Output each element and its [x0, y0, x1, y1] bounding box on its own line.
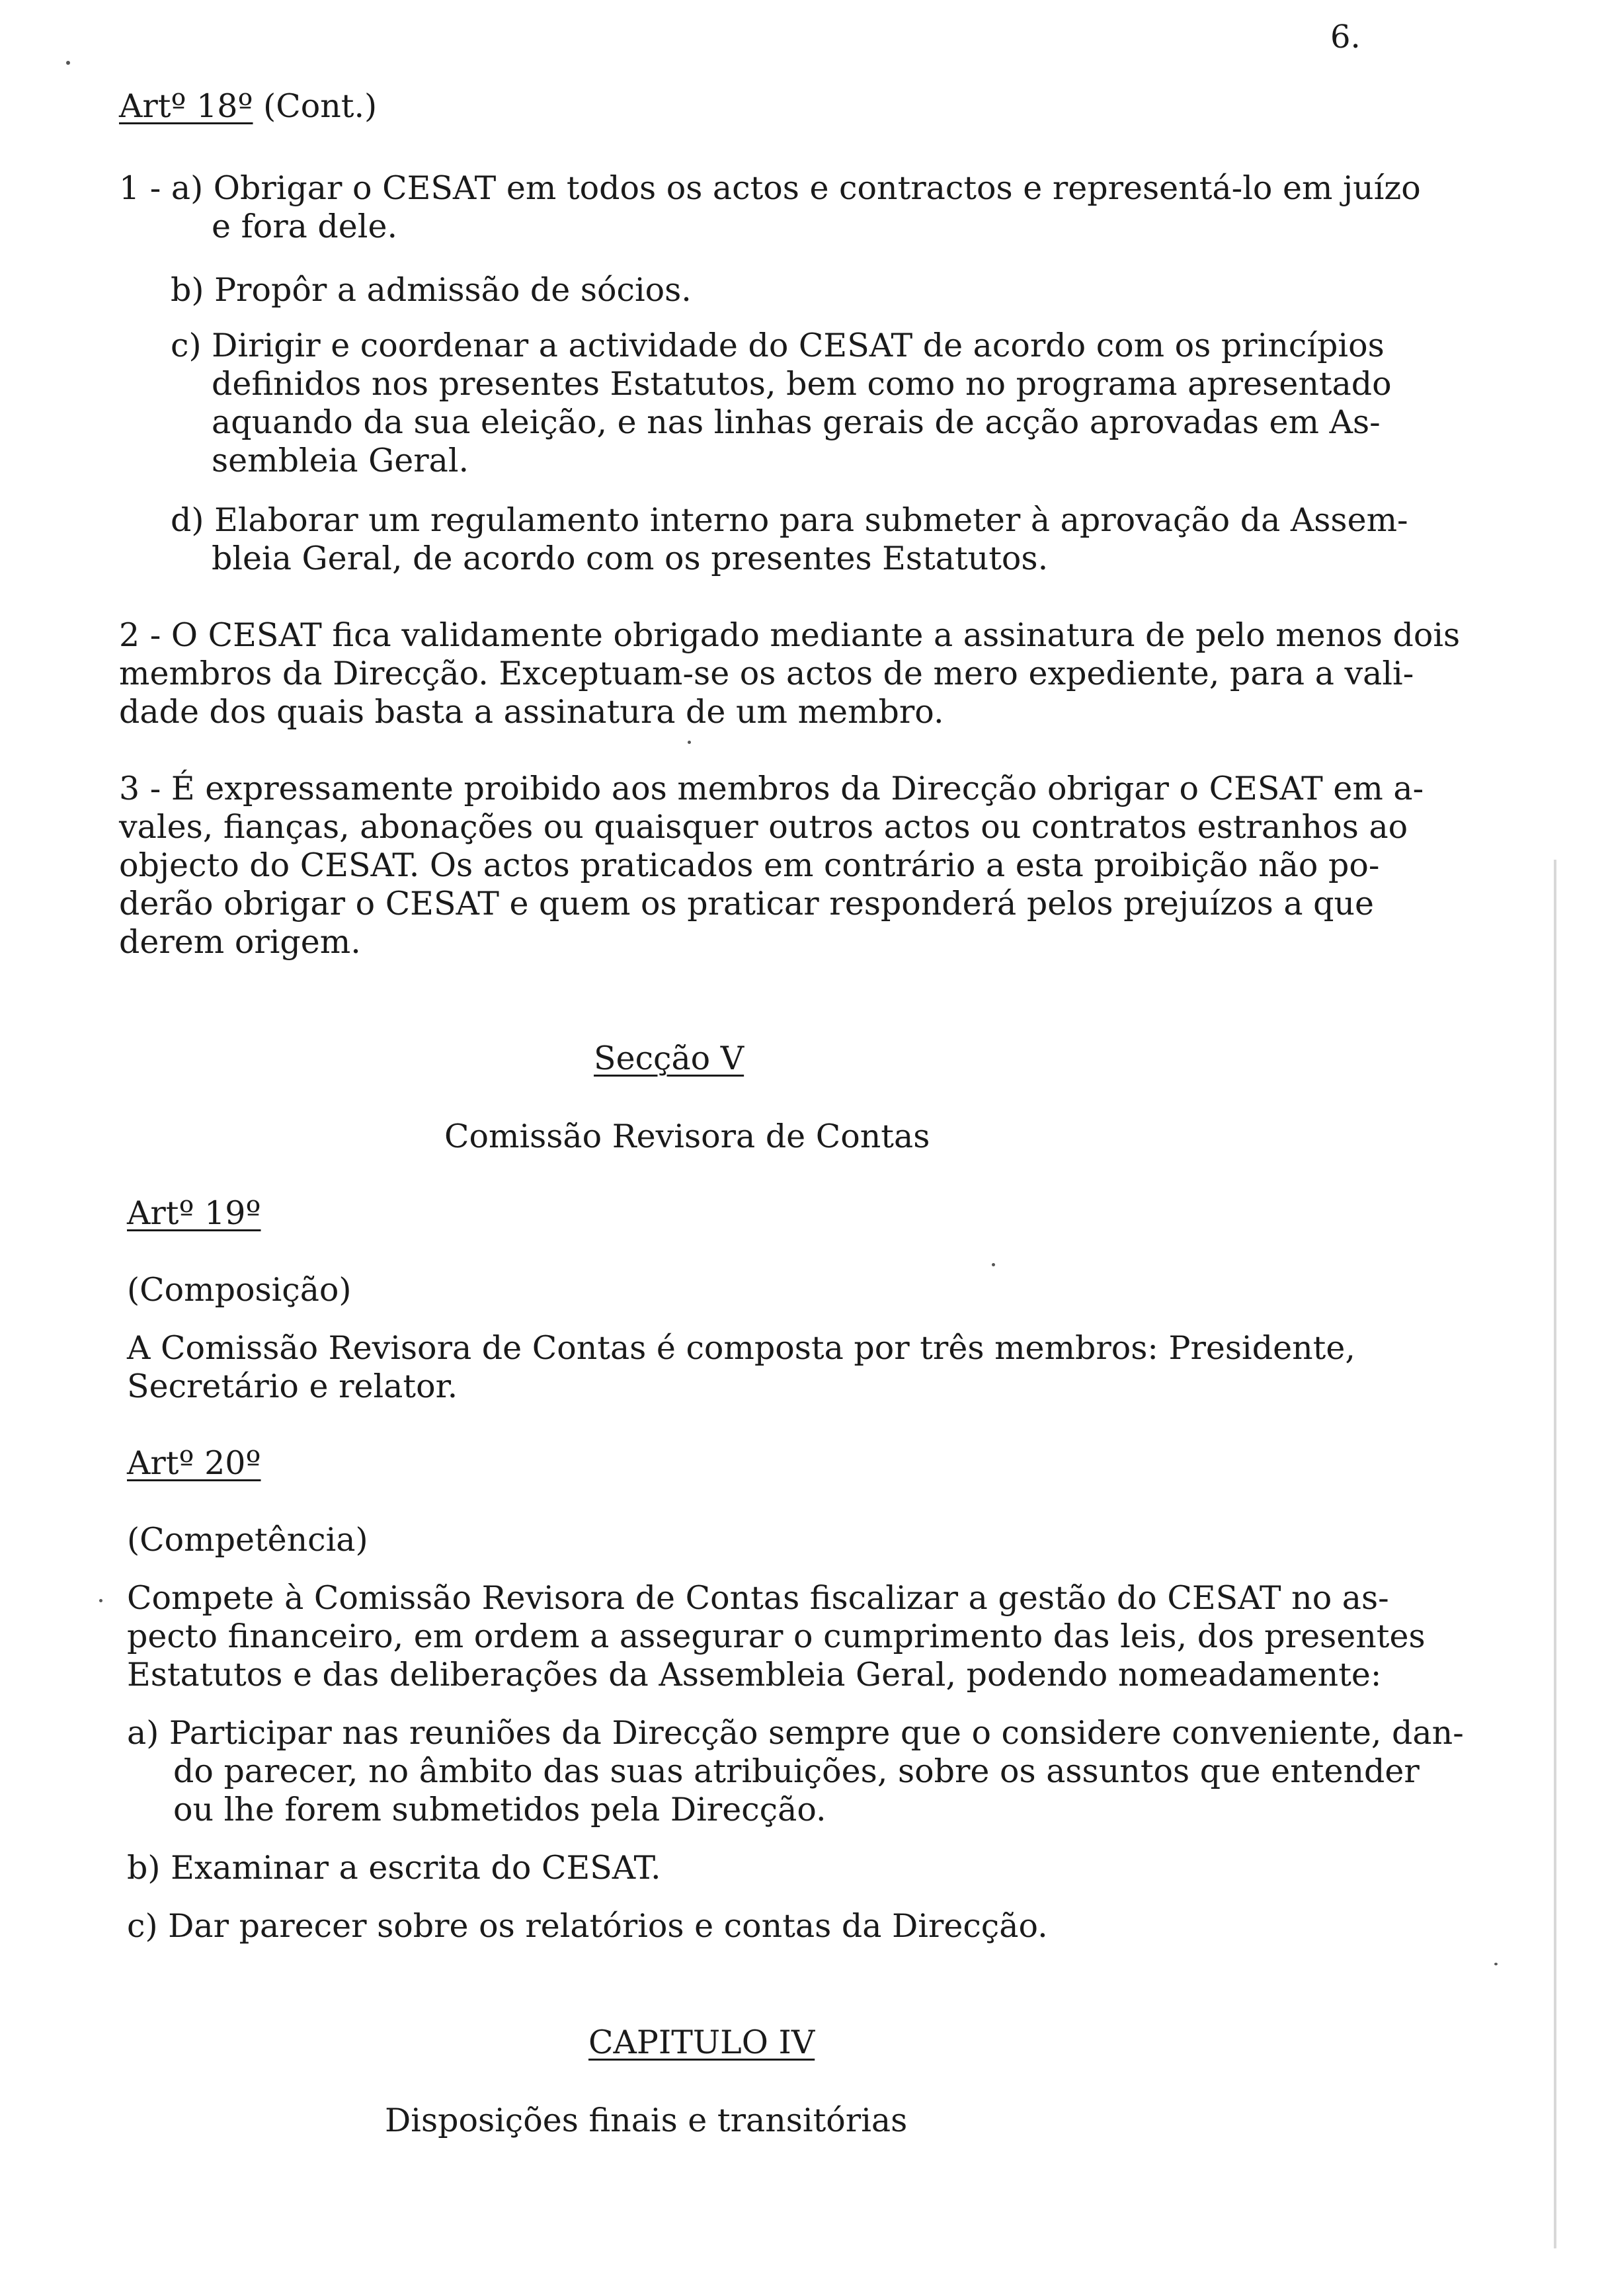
item-2-line-2: membros da Direcção. Exceptuam-se os actos de mero expediente, para a vali- [119, 655, 1414, 692]
scan-speck [688, 741, 691, 744]
item-1c-line-3: aquando da sua eleição, e nas linhas gerais de acção aprovadas em As- [212, 403, 1381, 441]
article-20-heading: Artº 20º [127, 1444, 261, 1482]
article-20-intro-line-3: Estatutos e das deliberações da Assembleia Geral, podendo nomeadamente: [127, 1656, 1382, 1694]
item-1c-label: c) [171, 327, 202, 364]
item-1b-label: b) [171, 271, 204, 309]
article-20-item-a-line-1: a) Participar nas reuniões da Direcção sempre que o considere conveniente, dan- [127, 1714, 1464, 1752]
article-20-intro-line-2: pecto financeiro, em ordem a assegurar o cumprimento das leis, dos presentes [127, 1618, 1426, 1655]
scan-speck [66, 61, 70, 65]
item-1d-line-2: bleia Geral, de acordo com os presentes Estatutos. [212, 540, 1049, 577]
scan-speck [992, 1263, 995, 1266]
article-19-line-1: A Comissão Revisora de Contas é composta por três membros: Presidente, [127, 1329, 1355, 1367]
item-1c-line-4: sembleia Geral. [212, 442, 469, 479]
item-3-line-3: objecto do CESAT. Os actos praticados em contrário a esta proibição não po- [119, 846, 1380, 884]
item-3-line-1: 3 - É expressamente proibido aos membros da Direcção obrigar o CESAT em a- [119, 770, 1424, 807]
item-2-line-3: dade dos quais basta a assinatura de um membro. [119, 693, 944, 731]
item-1a-line-1: 1 - a) Obrigar o CESAT em todos os actos e contractos e representá-lo em juízo [119, 169, 1421, 207]
article-19-heading: Artº 19º [127, 1194, 261, 1232]
item-1a-label: 1 - a) [119, 169, 204, 207]
item-1c-line-2: definidos nos presentes Estatutos, bem como no programa apresentado [212, 365, 1392, 403]
article-19-line-2: Secretário e relator. [127, 1368, 458, 1405]
item-2-line-1: 2 - O CESAT fica validamente obrigado mediante a assinatura de pelo menos dois [119, 616, 1461, 654]
scan-edge-shadow [1554, 860, 1556, 2248]
article-20-topic: (Competência) [127, 1521, 368, 1559]
article-20-item-c-label: c) [127, 1907, 158, 1945]
page-number: 6. [1330, 19, 1361, 56]
section-5-title: Secção V [594, 1040, 744, 1077]
article-19-topic: (Composição) [127, 1271, 352, 1309]
section-5-subtitle: Comissão Revisora de Contas [444, 1118, 930, 1155]
item-1c-line-1: c) Dirigir e coordenar a actividade do CESAT de acordo com os princípios [171, 327, 1385, 364]
article-18-header [119, 87, 377, 126]
article-20-item-a-line-2: do parecer, no âmbito das suas atribuições, sobre os assuntos que entender [173, 1752, 1420, 1790]
article-20-item-a-line-3: ou lhe forem submetidos pela Direcção. [173, 1791, 826, 1828]
article-20-item-c: c) Dar parecer sobre os relatórios e contas da Direcção. [127, 1907, 1048, 1945]
continued-label: (Cont.) [263, 87, 378, 125]
item-3-line-2: vales, fianças, abonações ou quaisquer outros actos ou contratos estranhos ao [119, 808, 1408, 846]
item-1d-line-1: d) Elaborar um regulamento interno para submeter à aprovação da Assem- [171, 501, 1408, 539]
item-1a-line-2: e fora dele. [212, 208, 398, 245]
article-20-item-a-label: a) [127, 1714, 159, 1752]
article-18-label: Artº 18º [119, 87, 253, 125]
scan-speck [1494, 1963, 1498, 1965]
item-1d-label: d) [171, 501, 204, 539]
article-20-item-b-label: b) [127, 1849, 161, 1887]
item-3-line-5: derem origem. [119, 923, 361, 961]
article-20-item-b: b) Examinar a escrita do CESAT. [127, 1849, 661, 1887]
chapter-4-title: CAPITULO IV [588, 2024, 815, 2061]
item-3-line-4: derão obrigar o CESAT e quem os praticar responderá pelos prejuízos a que [119, 885, 1375, 922]
item-1b: b) Propôr a admissão de sócios. [171, 271, 692, 309]
chapter-4-subtitle: Disposições finais e transitórias [385, 2102, 908, 2139]
scan-speck [99, 1599, 102, 1602]
article-20-intro-line-1: Compete à Comissão Revisora de Contas fiscalizar a gestão do CESAT no as- [127, 1579, 1389, 1617]
